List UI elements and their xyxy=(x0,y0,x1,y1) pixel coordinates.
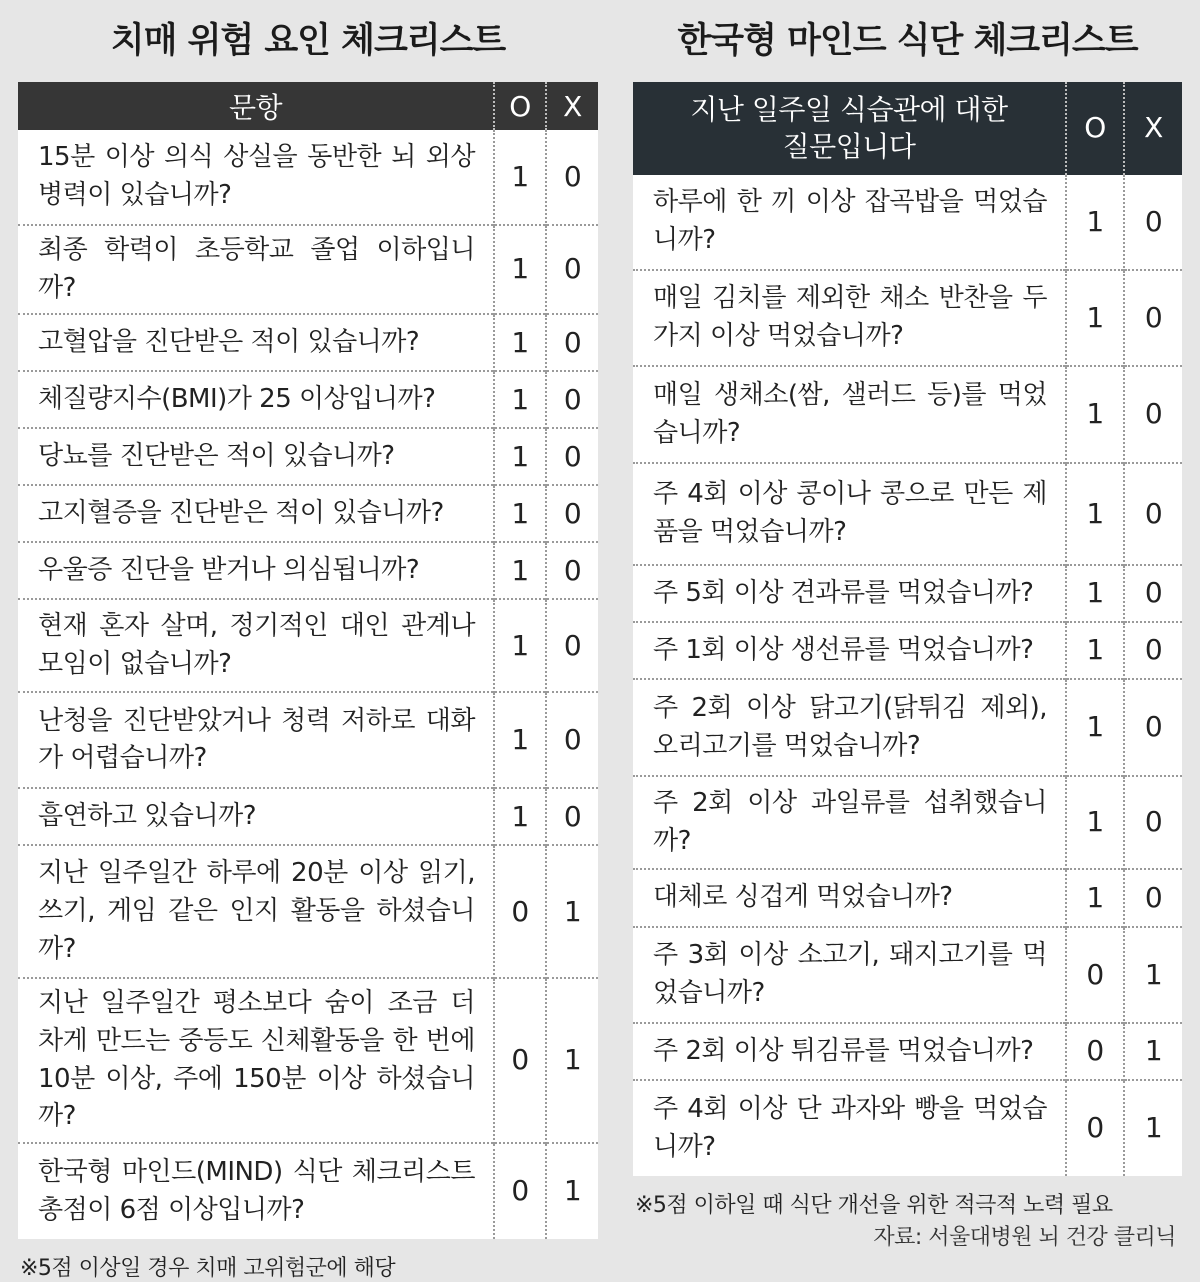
table-row xyxy=(633,565,1182,622)
table-row xyxy=(633,869,1182,927)
x-score: 0 xyxy=(546,225,598,314)
x-score: 0 xyxy=(1124,776,1182,869)
question-cell: 주 4회 이상 콩이나 콩으로 만든 제품을 먹었습니까? xyxy=(633,463,1066,565)
question-cell: 지난 일주일간 평소보다 숨이 조금 더 차게 만드는 중등도 신체활동을 한 번에 10분 이상, 주에 150분 이상 하셨습니까? xyxy=(18,978,494,1143)
question-cell: 현재 혼자 살며, 정기적인 대인 관계나 모임이 없습니까? xyxy=(18,599,494,692)
question-cell: 흡연하고 있습니까? xyxy=(18,788,494,845)
table-row xyxy=(18,542,598,599)
question-cell: 난청을 진단받았거나 청력 저하로 대화가 어렵습니까? xyxy=(18,692,494,788)
question-cell: 대체로 싱겁게 먹었습니까? xyxy=(633,869,1066,927)
x-score: 0 xyxy=(1124,463,1182,565)
o-score: 1 xyxy=(1066,869,1124,927)
table-row xyxy=(633,1023,1182,1080)
table-row xyxy=(18,1143,598,1239)
x-score: 0 xyxy=(546,314,598,371)
table-row xyxy=(633,776,1182,869)
question-cell: 주 5회 이상 견과류를 먹었습니까? xyxy=(633,565,1066,622)
header-question: 지난 일주일 식습관에 대한 질문입니다 xyxy=(633,82,1066,175)
x-score: 0 xyxy=(1124,679,1182,776)
o-score: 1 xyxy=(1066,622,1124,679)
o-score: 0 xyxy=(1066,1080,1124,1176)
dementia-risk-note: ※5점 이상일 경우 치매 고위험군에 해당 xyxy=(20,1256,396,1282)
table-row xyxy=(18,130,598,225)
question-cell: 주 2회 이상 닭고기(닭튀김 제외), 오리고기를 먹었습니까? xyxy=(633,679,1066,776)
x-score: 0 xyxy=(546,130,598,225)
question-cell: 우울증 진단을 받거나 의심됩니까? xyxy=(18,542,494,599)
mind-diet-title: 한국형 마인드 식단 체크리스트 xyxy=(677,21,1138,61)
o-score: 1 xyxy=(494,225,546,314)
x-score: 0 xyxy=(546,485,598,542)
table-row xyxy=(18,978,598,1143)
table-row xyxy=(18,845,598,978)
header-question: 문항 xyxy=(18,82,494,130)
question-cell: 고혈압을 진단받은 적이 있습니까? xyxy=(18,314,494,371)
o-score: 0 xyxy=(1066,927,1124,1023)
o-score: 1 xyxy=(494,599,546,692)
table-row xyxy=(633,463,1182,565)
x-score: 1 xyxy=(1124,1080,1182,1176)
o-score: 1 xyxy=(494,314,546,371)
x-score: 0 xyxy=(546,692,598,788)
o-score: 1 xyxy=(1066,776,1124,869)
question-cell: 체질량지수(BMI)가 25 이상입니까? xyxy=(18,371,494,428)
x-score: 0 xyxy=(546,542,598,599)
x-score: 0 xyxy=(546,788,598,845)
x-score: 1 xyxy=(546,845,598,978)
dementia-risk-table xyxy=(18,82,598,1239)
o-score: 0 xyxy=(1066,1023,1124,1080)
x-score: 1 xyxy=(546,978,598,1143)
dementia-risk-panel xyxy=(18,0,598,1282)
question-cell: 하루에 한 끼 이상 잡곡밥을 먹었습니까? xyxy=(653,187,1047,255)
x-score: 0 xyxy=(1124,869,1182,927)
o-score: 1 xyxy=(494,428,546,485)
o-score: 1 xyxy=(494,485,546,542)
table-row xyxy=(633,175,1182,270)
x-score: 0 xyxy=(1124,622,1182,679)
x-score: 0 xyxy=(1124,366,1182,463)
o-score: 1 xyxy=(494,130,546,225)
x-score: 0 xyxy=(1124,175,1182,270)
question-cell: 매일 생채소(쌈, 샐러드 등)를 먹었습니까? xyxy=(633,366,1066,463)
table-row xyxy=(18,225,598,314)
o-score: 0 xyxy=(494,845,546,978)
o-score: 0 xyxy=(494,978,546,1143)
table-row xyxy=(18,485,598,542)
question-cell: 주 1회 이상 생선류를 먹었습니까? xyxy=(633,622,1066,679)
x-score: 1 xyxy=(1124,927,1182,1023)
question-cell: 주 2회 이상 과일류를 섭취했습니까? xyxy=(633,776,1066,869)
x-score: 0 xyxy=(1124,270,1182,366)
x-score: 0 xyxy=(546,371,598,428)
x-score: 0 xyxy=(546,428,598,485)
question-cell: 최종 학력이 초등학교 졸업 이하입니까? xyxy=(18,225,494,314)
o-score: 1 xyxy=(1066,175,1124,270)
o-score: 1 xyxy=(1066,463,1124,565)
x-score: 0 xyxy=(546,599,598,692)
question-cell: 15분 이상 의식 상실을 동반한 뇌 외상 병력이 있습니까? xyxy=(38,142,475,210)
mind-diet-table xyxy=(633,82,1182,1176)
table-row xyxy=(633,927,1182,1023)
table-row xyxy=(633,622,1182,679)
o-score: 1 xyxy=(1066,366,1124,463)
o-score: 1 xyxy=(1066,679,1124,776)
table-row xyxy=(18,692,598,788)
question-cell: 주 3회 이상 소고기, 돼지고기를 먹었습니까? xyxy=(633,927,1066,1023)
table-row xyxy=(18,314,598,371)
o-score: 1 xyxy=(494,788,546,845)
dementia-risk-title: 치매 위험 요인 체크리스트 xyxy=(110,21,506,61)
question-cell: 주 4회 이상 단 과자와 빵을 먹었습니까? xyxy=(633,1080,1066,1176)
table-row xyxy=(18,428,598,485)
question-cell: 매일 김치를 제외한 채소 반찬을 두 가지 이상 먹었습니까? xyxy=(633,270,1066,366)
table-row xyxy=(633,1080,1182,1176)
question-cell: 당뇨를 진단받은 적이 있습니까? xyxy=(18,428,494,485)
header-o: O xyxy=(494,82,546,130)
o-score: 1 xyxy=(494,542,546,599)
header-o: O xyxy=(1066,82,1124,175)
header-x: X xyxy=(546,82,598,130)
mind-diet-panel xyxy=(633,0,1182,1219)
question-cell: 주 2회 이상 튀김류를 먹었습니까? xyxy=(633,1023,1066,1080)
o-score: 1 xyxy=(494,692,546,788)
question-cell: 지난 일주일간 하루에 20분 이상 읽기, 쓰기, 게임 같은 인지 활동을 하셨습니까? xyxy=(18,845,494,978)
x-score: 1 xyxy=(1124,1023,1182,1080)
mind-diet-note: ※5점 이하일 때 식단 개선을 위한 적극적 노력 필요 xyxy=(635,1193,1113,1218)
table-row xyxy=(18,599,598,692)
table-row xyxy=(633,366,1182,463)
table-row xyxy=(18,371,598,428)
x-score: 1 xyxy=(546,1143,598,1239)
o-score: 0 xyxy=(494,1143,546,1239)
table-row xyxy=(633,679,1182,776)
question-cell: 한국형 마인드(MIND) 식단 체크리스트 총점이 6점 이상입니까? xyxy=(18,1143,494,1239)
source-credit: 자료: 서울대병원 뇌 건강 클리닉 xyxy=(873,1225,1176,1250)
table-row xyxy=(18,788,598,845)
o-score: 1 xyxy=(1066,565,1124,622)
o-score: 1 xyxy=(1066,270,1124,366)
o-score: 1 xyxy=(494,371,546,428)
table-row xyxy=(633,270,1182,366)
x-score: 0 xyxy=(1124,565,1182,622)
header-x: X xyxy=(1124,82,1182,175)
question-cell: 고지혈증을 진단받은 적이 있습니까? xyxy=(18,485,494,542)
